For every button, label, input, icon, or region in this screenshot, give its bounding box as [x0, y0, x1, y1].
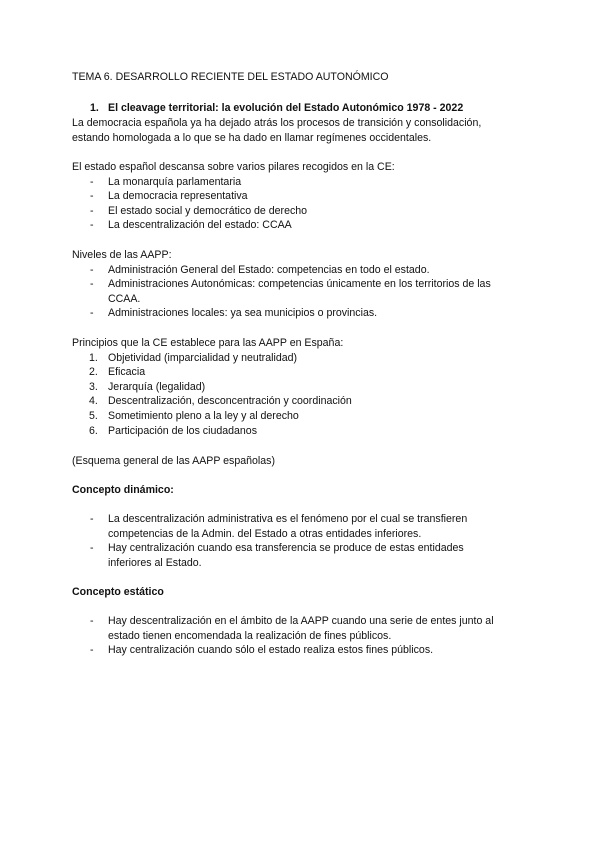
bullet-mark: - — [90, 278, 94, 291]
list-item: 6. Participación de los ciudadanos — [89, 424, 257, 437]
list-item: - Administraciones Autonómicas: competencias únicamente en los territorios de las CCAA. — [90, 278, 491, 305]
bullet-mark: - — [90, 307, 94, 320]
dynamic-section — [72, 512, 522, 570]
principles-lead: Principios que la CE establece para las AAPP en España: — [72, 337, 344, 349]
document-title: TEMA 6. DESARROLLO RECIENTE DEL ESTADO AUTONÓMICO — [72, 71, 389, 83]
list-item: - La monarquía parlamentaria — [90, 175, 242, 188]
list-item: - Hay descentralización en el ámbito de la AAPP cuando una serie de entes junto al estado tienen encomendada la realización de fines públicos. — [90, 615, 494, 642]
list-item: - Administraciones locales: ya sea municipios o provincias. — [90, 307, 378, 320]
list-number: 5. — [89, 409, 98, 422]
levels-section — [72, 248, 522, 321]
intro-paragraph — [72, 116, 522, 145]
bullet-mark: - — [90, 204, 94, 217]
list-number: 1. — [89, 351, 98, 364]
pillars-section — [72, 160, 522, 233]
section-number: 1. — [90, 102, 99, 114]
list-item: - El estado social y democrático de derecho — [90, 204, 308, 217]
bullet-mark: - — [90, 644, 94, 657]
static-heading: Concepto estático — [72, 586, 164, 598]
list-item: 3. Jerarquía (legalidad) — [89, 380, 206, 393]
list-number: 3. — [89, 380, 98, 393]
pillars-list — [72, 175, 522, 233]
bullet-mark: - — [90, 219, 94, 232]
intro-line: La democracia española ya ha dejado atrás los procesos de transición y consolidación, — [72, 117, 482, 129]
list-item: - La descentralización administrativa es el fenómeno por el cual se transfieren competencias de la Admin. del Estado a otras entidades inferiores. — [90, 513, 468, 540]
list-item: - Administración General del Estado: competencias en todo el estado. — [90, 263, 430, 276]
list-item: - Hay centralización cuando sólo el estado realiza estos fines públicos. — [90, 644, 434, 657]
list-number: 2. — [89, 366, 98, 379]
intro-line: estando homologada a lo que se ha dado en llamar regímenes occidentales. — [72, 131, 432, 144]
levels-list — [72, 263, 522, 321]
section-heading — [90, 101, 463, 116]
static-section — [72, 614, 522, 658]
scheme-note: (Esquema general de las AAPP españolas) — [72, 455, 275, 467]
static-list — [72, 614, 522, 658]
dynamic-list — [72, 512, 522, 570]
list-item: 1. Objetividad (imparcialidad y neutralidad) — [89, 351, 298, 364]
dynamic-heading: Concepto dinámico: — [72, 484, 174, 496]
bullet-mark: - — [90, 615, 94, 627]
list-item: 2. Eficacia — [89, 366, 146, 379]
list-item: 4. Descentralización, desconcentración y coordinación — [89, 395, 352, 408]
list-number: 6. — [89, 424, 98, 437]
list-item: - La descentralización del estado: CCAA — [90, 219, 292, 232]
list-item: - Hay centralización cuando esa transferencia se produce de estas entidades inferiores al Estado. — [90, 542, 464, 569]
bullet-mark: - — [90, 542, 94, 555]
list-number: 4. — [89, 395, 98, 408]
list-item: 5. Sometimiento pleno a la ley y al derecho — [89, 409, 299, 422]
bullet-mark: - — [90, 513, 94, 525]
pillars-lead: El estado español descansa sobre varios pilares recogidos en la CE: — [72, 161, 395, 173]
section-heading-text: El cleavage territorial: la evolución del Estado Autonómico 1978 - 2022 — [108, 102, 464, 114]
bullet-mark: - — [90, 190, 94, 203]
bullet-mark: - — [90, 263, 94, 276]
principles-list — [72, 351, 522, 439]
principles-section — [72, 336, 522, 438]
bullet-mark: - — [90, 175, 94, 188]
levels-lead: Niveles de las AAPP: — [72, 249, 172, 261]
list-item: - La democracia representativa — [90, 190, 248, 203]
